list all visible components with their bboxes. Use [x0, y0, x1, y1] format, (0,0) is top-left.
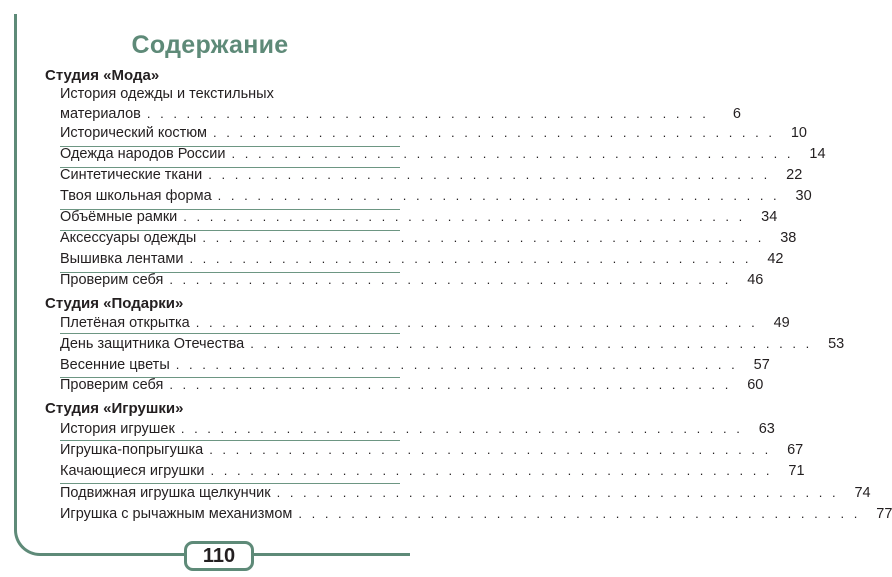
toc-entry[interactable]: [60, 355, 770, 375]
toc-entry-page: 30: [795, 188, 812, 204]
toc-entry-page: 60: [747, 377, 764, 393]
dot-leader: . . . . . . . . . . . . . . . . . . . . . . . . . . . . . . . . . . . . . . . . . . .: [217, 188, 780, 203]
dot-leader: . . . . . . . . . . . . . . . . . . . . . . . . . . . . . . . . . . . . . . . . . . .: [195, 315, 758, 330]
toc-entry-label: Игрушка с рычажным механизмом: [60, 506, 293, 522]
section-heading-moda: Студия «Мода»: [45, 67, 160, 84]
dot-leader: . . . . . . . . . . . . . . . . . . . . . . . . . . . . . . . . . . . . . . . . . . .: [298, 506, 861, 521]
toc-entry-page: 38: [780, 230, 797, 246]
toc-entry-label-line1: История одежды и текстильных: [60, 86, 274, 102]
toc-entry-page: 57: [753, 357, 770, 373]
toc-entry[interactable]: [60, 483, 871, 503]
toc-entry-label: Игрушка-попрыгушка: [60, 442, 204, 458]
toc-entry-page: 71: [788, 463, 805, 479]
toc-entry-page: 67: [787, 442, 804, 458]
toc-entry-page: 53: [828, 336, 845, 352]
toc-entry-label: Плетёная открытка: [60, 315, 190, 331]
dot-leader: . . . . . . . . . . . . . . . . . . . . . . . . . . . . . . . . . . . . . . . . . . .: [250, 336, 813, 351]
toc-entry[interactable]: [60, 504, 892, 524]
dot-leader: . . . . . . . . . . . . . . . . . . . . . . . . . . . . . . . . . . . . . . . . . . .: [276, 485, 839, 500]
toc-entry-page: 42: [767, 251, 784, 267]
section-heading-igrushki: Студия «Игрушки»: [45, 400, 184, 417]
toc-entry-label: Подвижная игрушка щелкунчик: [60, 485, 271, 501]
toc-entry-label: День защитника Отечества: [60, 336, 245, 352]
toc-entry-label: История игрушек: [60, 421, 175, 437]
toc-entry-page: 74: [854, 485, 871, 501]
toc-entry-label: Синтетические ткани: [60, 167, 203, 183]
dot-leader: . . . . . . . . . . . . . . . . . . . . . . . . . . . . . . . . . . . . . . . . . . .: [180, 421, 743, 436]
toc-entry-page: 22: [786, 167, 803, 183]
dot-leader: . . . . . . . . . . . . . . . . . . . . . . . . . . . . . . . . . . . . . . . . . . .: [202, 230, 765, 245]
toc-entry-page: 14: [809, 146, 826, 162]
toc-entry-label: Одежда народов России: [60, 146, 226, 162]
dot-leader: . . . . . . . . . . . . . . . . . . . . . . . . . . . . . . . . . . . . . . . . . . .: [169, 377, 732, 392]
toc-entry-label: Твоя школьная форма: [60, 188, 212, 204]
toc-entry-page: 77: [876, 506, 892, 522]
toc-entry[interactable]: [60, 84, 741, 124]
toc-entry[interactable]: [60, 249, 784, 269]
dot-leader: . . . . . . . . . . . . . . . . . . . . . . . . . . . . . . . . . . . . . . . . . . .: [210, 463, 773, 478]
dot-leader: . . . . . . . . . . . . . . . . . . . . . . . . . . . . . . . . . . . . . . . . . . .: [208, 167, 771, 182]
toc-entry[interactable]: [60, 123, 807, 143]
toc-entry-label: Аксессуары одежды: [60, 230, 197, 246]
toc-entry-page: 46: [747, 272, 764, 288]
toc-entry-page: 10: [790, 125, 807, 141]
section-heading-podarki: Студия «Подарки»: [45, 295, 184, 312]
dot-leader: . . . . . . . . . . . . . . . . . . . . . . . . . . . . . . . . . . . . . . . . . . .: [169, 272, 732, 287]
toc-entry-page: 6: [732, 106, 741, 122]
page-number-badge: 110: [184, 541, 254, 571]
toc-entry[interactable]: [60, 270, 764, 290]
toc-entry[interactable]: [60, 419, 775, 439]
toc-entry[interactable]: [60, 375, 764, 395]
toc-entry[interactable]: [60, 186, 812, 206]
toc-entry[interactable]: [60, 440, 804, 460]
dot-leader: . . . . . . . . . . . . . . . . . . . . . . . . . . . . . . . . . . . . . . . . . . .: [209, 442, 772, 457]
toc-entry-label: Проверим себя: [60, 377, 164, 393]
toc-entry-label: Вышивка лентами: [60, 251, 184, 267]
dot-leader: . . . . . . . . . . . . . . . . . . . . . . . . . . . . . . . . . . . . . . . . . . .: [231, 146, 794, 161]
toc-entry-label: Исторический костюм: [60, 125, 207, 141]
dot-leader: . . . . . . . . . . . . . . . . . . . . . . . . . . . . . . . . . . . . . . . . . . .: [175, 357, 738, 372]
toc-entry-page: 49: [773, 315, 790, 331]
toc-entry-label: Проверим себя: [60, 272, 164, 288]
toc-entry[interactable]: [60, 207, 778, 227]
toc-entry[interactable]: [60, 228, 797, 248]
toc-entry-label: Объёмные рамки: [60, 209, 178, 225]
dot-leader: . . . . . . . . . . . . . . . . . . . . . . . . . . . . . . . . . . . . . . . . . . .: [146, 106, 709, 121]
toc-entry[interactable]: [60, 461, 805, 481]
toc-entry[interactable]: [60, 313, 790, 333]
toc-entry-label: Весенние цветы: [60, 357, 170, 373]
toc-entry-label: Качающиеся игрушки: [60, 463, 205, 479]
toc-entry[interactable]: [60, 334, 845, 354]
dot-leader: . . . . . . . . . . . . . . . . . . . . . . . . . . . . . . . . . . . . . . . . . . .: [183, 209, 746, 224]
toc-entry-page: 63: [758, 421, 775, 437]
toc-entry[interactable]: [60, 144, 826, 164]
page-title: Содержание: [131, 31, 289, 59]
dot-leader: . . . . . . . . . . . . . . . . . . . . . . . . . . . . . . . . . . . . . . . . . . .: [212, 125, 775, 140]
toc-entry[interactable]: [60, 165, 803, 185]
dot-leader: . . . . . . . . . . . . . . . . . . . . . . . . . . . . . . . . . . . . . . . . . . .: [189, 251, 752, 266]
toc-entry-label: материалов: [60, 106, 141, 122]
toc-entry-page: 34: [761, 209, 778, 225]
